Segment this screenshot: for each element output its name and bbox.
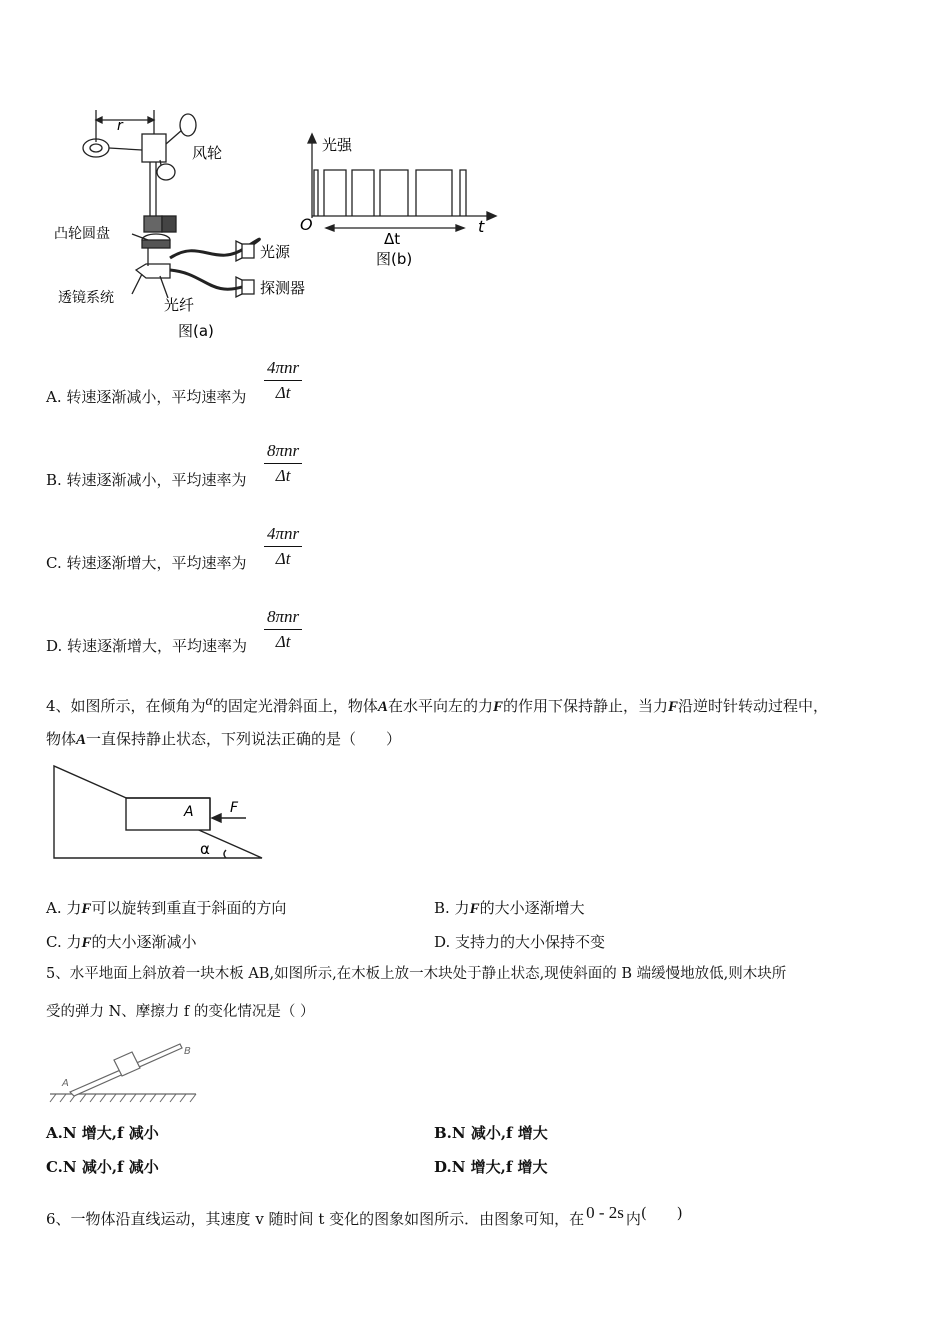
q4-option-b[interactable]: B. 力F的大小逐渐增大: [434, 899, 585, 917]
alpha-symbol: α: [205, 694, 213, 709]
fraction-denominator: Δt: [275, 383, 291, 402]
label-r: r: [117, 118, 123, 134]
label-light-source: 光源: [260, 243, 291, 261]
q5-option-b[interactable]: B.N 减小,f 增大: [434, 1124, 548, 1142]
q3-option-a-fraction: [264, 356, 302, 405]
fraction-numerator: 8πnr: [264, 439, 302, 464]
fraction-numerator: 4πnr: [264, 522, 302, 547]
q4-option-c[interactable]: C. 力F的大小逐渐减小: [46, 933, 197, 951]
q5-board-figure: [48, 1036, 198, 1106]
q3-option-a-text: A. 转速逐渐减小，平均速率为: [46, 388, 247, 406]
figure-a-apparatus: [54, 98, 330, 348]
q3-option-d-text: D. 转速逐渐增大，平均速率为: [46, 637, 248, 655]
origin-label: O: [300, 215, 313, 234]
fig-label-a: A: [62, 1078, 69, 1089]
interval-label: Δt: [384, 230, 401, 248]
q4-stem-line2: 物体A一直保持静止状态，下列说法正确的是（ ）: [46, 730, 402, 748]
fraction-denominator: Δt: [275, 466, 291, 485]
figure-b-graph: [296, 130, 506, 275]
fig-label-a: A: [184, 804, 194, 820]
q4-option-d[interactable]: D. 支持力的大小保持不变: [434, 933, 606, 951]
q3-option-b-text: B. 转速逐渐减小，平均速率为: [46, 471, 247, 489]
q3-option-d[interactable]: [46, 635, 247, 656]
label-lens-system: 透镜系统: [58, 290, 114, 306]
caption-b: 图(b): [376, 250, 413, 268]
q3-option-b-fraction: [264, 439, 302, 488]
q5-stem-line2: 受的弹力 N、摩擦力 f 的变化情况是（ ）: [46, 1004, 315, 1020]
label-wind-wheel: 风轮: [192, 144, 223, 162]
y-axis-label: 光强: [322, 136, 353, 154]
fraction-numerator: 4πnr: [264, 356, 302, 381]
q5-option-a[interactable]: A.N 增大,f 减小: [46, 1124, 159, 1142]
q6-interval: 0 - 2s: [586, 1203, 624, 1222]
q3-option-c[interactable]: [46, 552, 246, 573]
caption-a: 图(a): [178, 322, 214, 340]
q3-option-c-text: C. 转速逐渐增大，平均速率为: [46, 554, 247, 572]
q4-option-a[interactable]: A. 力F可以旋转到重直于斜面的方向: [46, 899, 287, 917]
q3-option-d-fraction: [264, 605, 302, 654]
fig-label-alpha: α: [200, 840, 210, 858]
q4-stem-line1: 4、如图所示，在倾角为α的固定光滑斜面上，物体A在水平向左的力F的作用下保持静止，当力F沿逆时针转动过程中，: [46, 694, 829, 715]
x-axis-label: t: [478, 217, 485, 236]
q5-option-d[interactable]: D.N 增大,f 增大: [434, 1158, 548, 1176]
q4-incline-figure: [50, 760, 270, 866]
q3-option-b[interactable]: [46, 469, 247, 490]
label-detector: 探测器: [260, 279, 306, 297]
q3-option-c-fraction: [264, 522, 302, 571]
label-fiber: 光纤: [164, 296, 195, 314]
fraction-numerator: 8πnr: [264, 605, 302, 630]
q3-option-a[interactable]: [46, 386, 246, 407]
label-cam-disc: 凸轮圆盘: [54, 226, 110, 242]
q6-stem: 6、一物体沿直线运动，其速度 v 随时间 t 变化的图象如图所示．由图象可知，在 0 - 2s 内( ): [46, 1203, 683, 1228]
fig-label-f: F: [230, 800, 239, 816]
fig-label-b: B: [184, 1046, 191, 1057]
fraction-denominator: Δt: [275, 632, 291, 651]
q5-stem-line1: 5、水平地面上斜放着一块木板 AB,如图所示,在木板上放一木块处于静止状态,现使斜面的 B 端缓慢地放低,则木块所: [46, 966, 787, 982]
q5-option-c[interactable]: C.N 减小,f 减小: [46, 1158, 159, 1176]
fraction-denominator: Δt: [275, 549, 291, 568]
